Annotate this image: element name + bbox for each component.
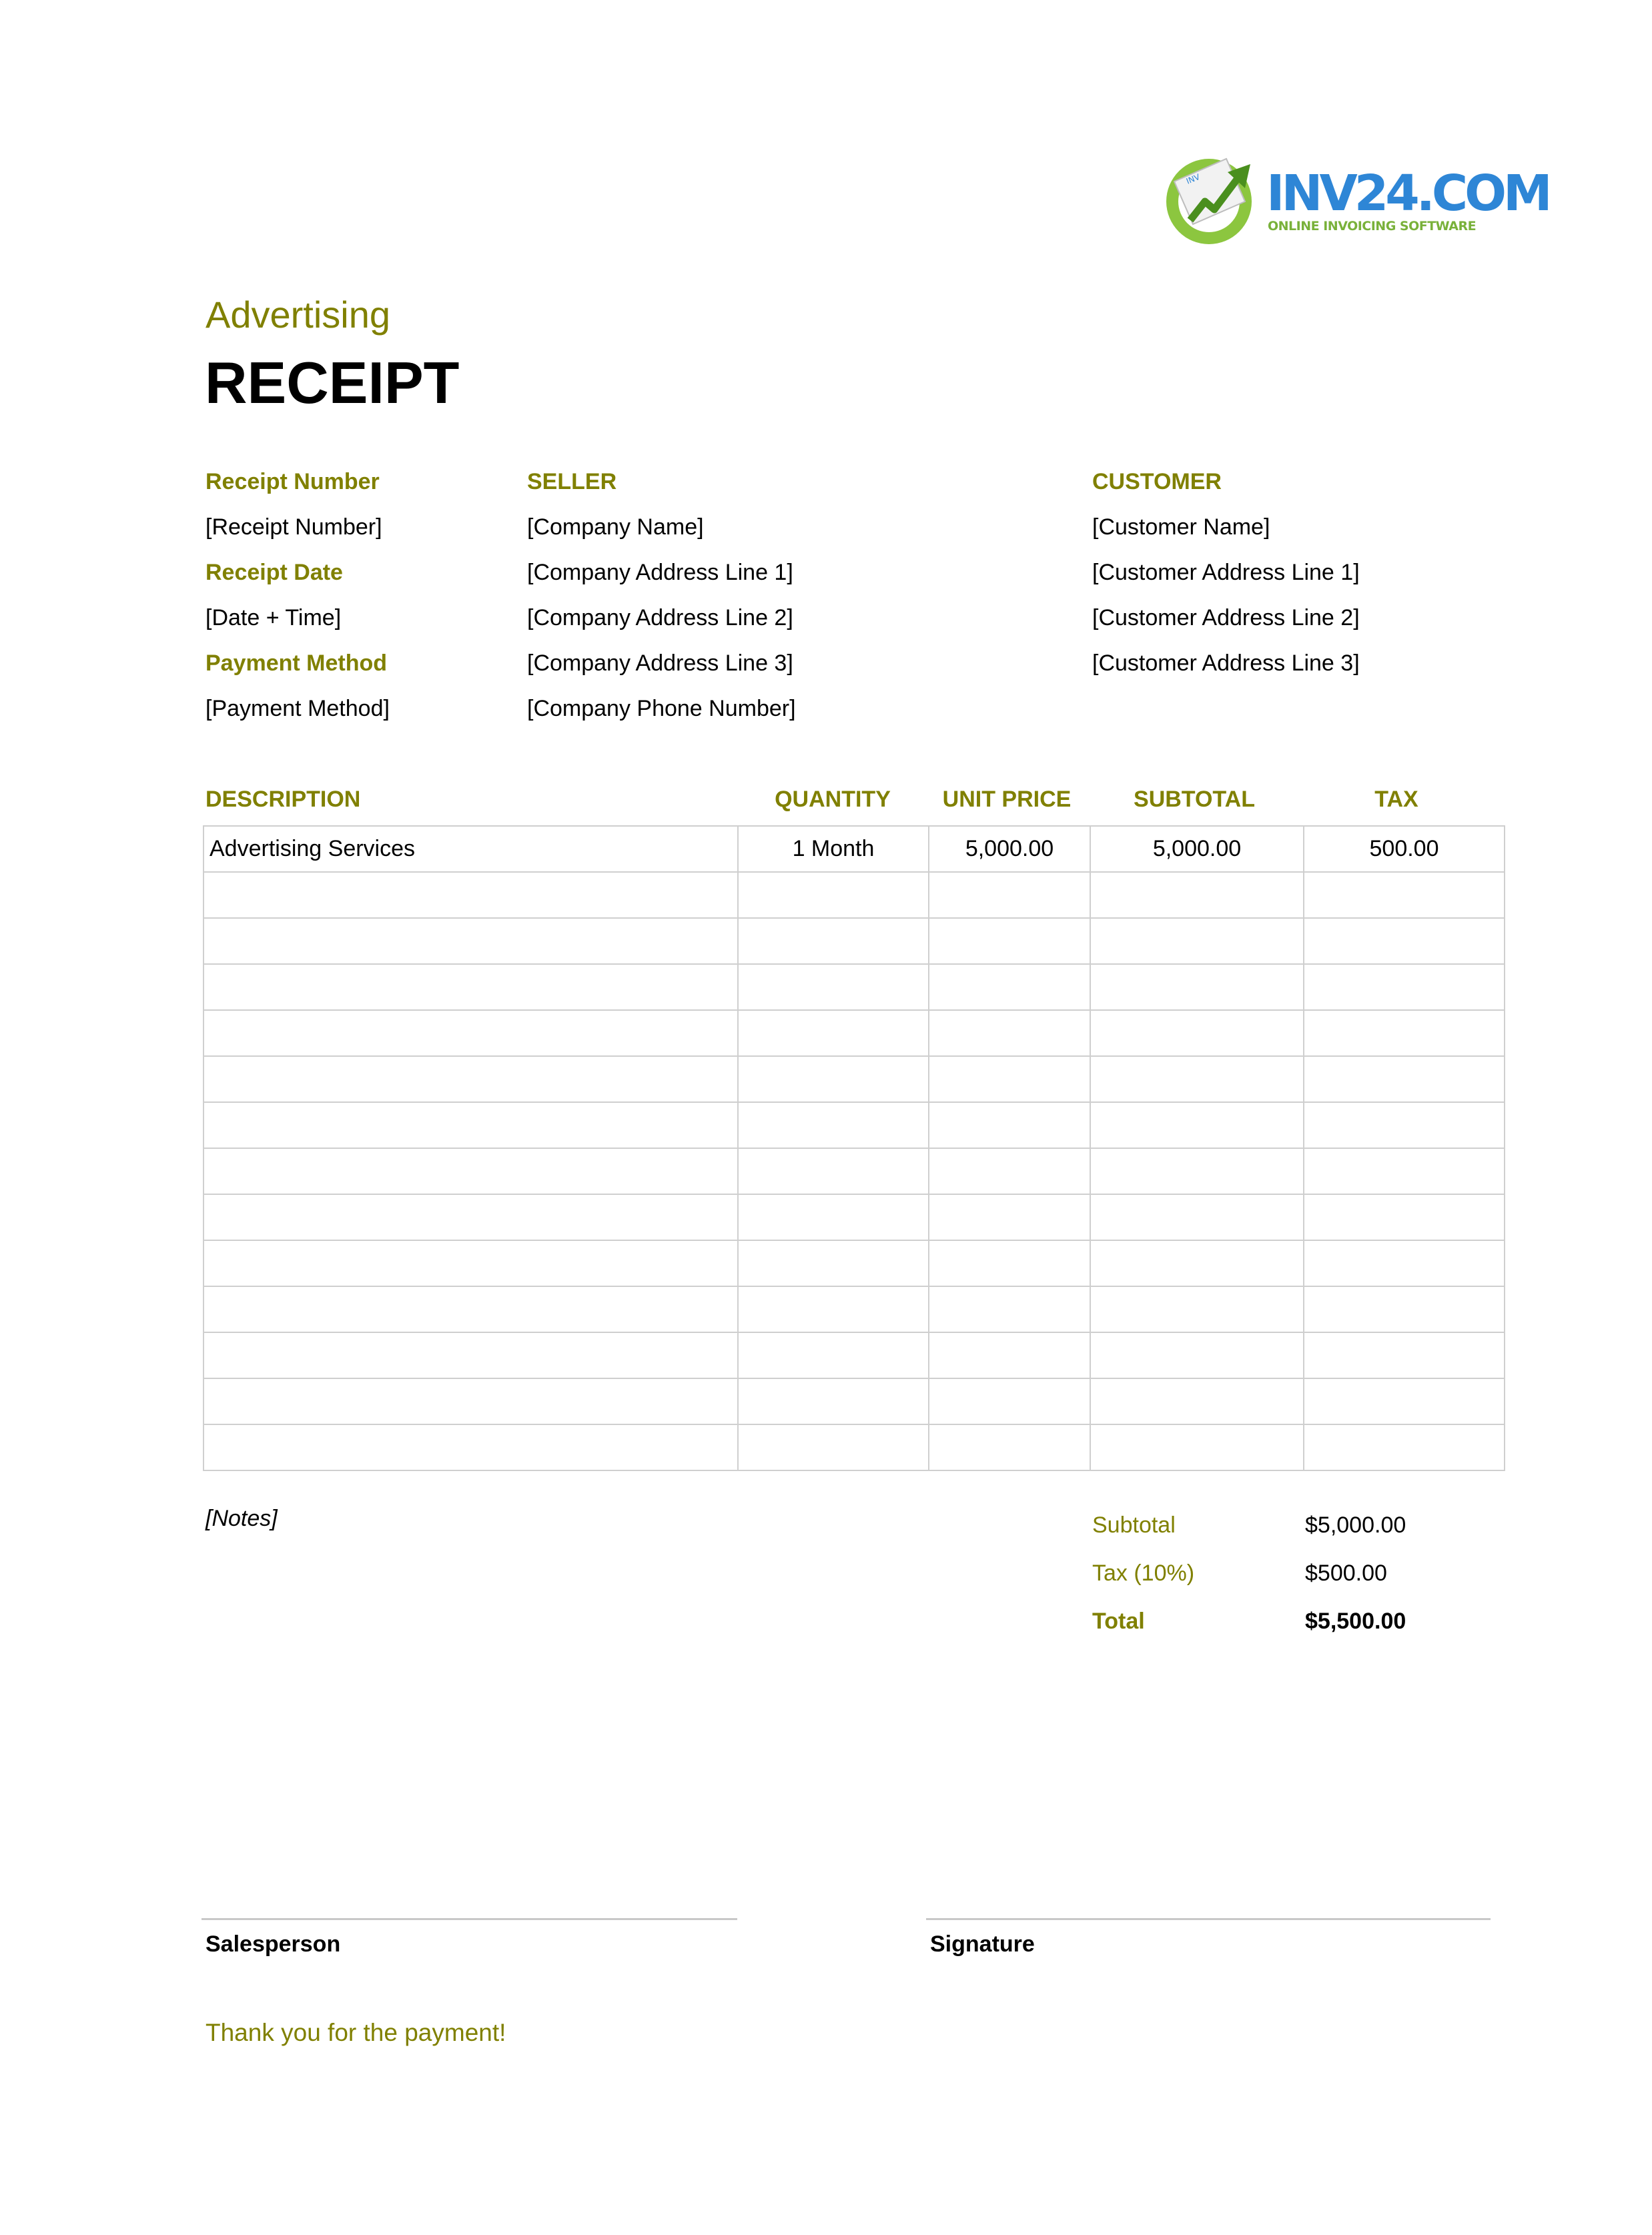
table-cell <box>1090 1332 1304 1378</box>
table-cell <box>929 1424 1090 1470</box>
column-header-quantity: QUANTITY <box>775 787 891 812</box>
table-cell <box>738 964 929 1010</box>
item-description: Advertising Services <box>203 826 738 872</box>
table-cell <box>1304 1332 1505 1378</box>
logo-tagline: ONLINE INVOICING SOFTWARE <box>1268 219 1477 234</box>
table-row <box>203 964 1505 1010</box>
table-cell <box>203 964 738 1010</box>
table-cell <box>929 918 1090 964</box>
table-cell <box>1304 872 1505 918</box>
table-cell <box>1090 964 1304 1010</box>
table-cell <box>738 1056 929 1102</box>
table-cell <box>1090 1424 1304 1470</box>
table-cell <box>929 1148 1090 1194</box>
table-row <box>203 1424 1505 1470</box>
column-header-subtotal: SUBTOTAL <box>1134 787 1255 812</box>
item-tax: 500.00 <box>1304 826 1505 872</box>
table-cell <box>203 1332 738 1378</box>
subtotal-label: Subtotal <box>1092 1512 1176 1538</box>
table-cell <box>929 1332 1090 1378</box>
column-header-unit-price: UNIT PRICE <box>942 787 1072 812</box>
table-cell <box>929 1286 1090 1332</box>
table-cell <box>203 1286 738 1332</box>
table-cell <box>738 1010 929 1056</box>
table-cell <box>738 1378 929 1424</box>
notes: [Notes] <box>205 1506 278 1531</box>
svg-text:INV: INV <box>1184 172 1202 186</box>
table-cell <box>1090 1056 1304 1102</box>
seller-address-line-2: [Company Address Line 2] <box>527 605 793 630</box>
item-unit-price: 5,000.00 <box>929 826 1090 872</box>
seller-address-line-3: [Company Address Line 3] <box>527 650 793 676</box>
column-header-tax: TAX <box>1374 787 1418 812</box>
total-value: $5,500.00 <box>1305 1609 1406 1634</box>
item-quantity: 1 Month <box>738 826 929 872</box>
table-cell <box>1090 1194 1304 1240</box>
table-cell <box>203 1010 738 1056</box>
receipt-number-label: Receipt Number <box>205 469 380 494</box>
table-cell <box>1090 872 1304 918</box>
salesperson-line <box>201 1918 737 1920</box>
customer-label: CUSTOMER <box>1092 469 1222 494</box>
table-cell <box>738 872 929 918</box>
payment-method-value: [Payment Method] <box>205 696 390 721</box>
table-cell <box>738 1194 929 1240</box>
table-cell <box>1304 1102 1505 1148</box>
table-row <box>203 1332 1505 1378</box>
customer-address-line-2: [Customer Address Line 2] <box>1092 605 1360 630</box>
table-row <box>203 1286 1505 1332</box>
table-cell <box>203 872 738 918</box>
table-cell <box>929 1010 1090 1056</box>
signature-label: Signature <box>930 1931 1035 1957</box>
payment-method-label: Payment Method <box>205 650 388 676</box>
table-cell <box>738 1102 929 1148</box>
table-cell <box>738 1286 929 1332</box>
receipt-date-label: Receipt Date <box>205 560 343 585</box>
table-cell <box>1090 1240 1304 1286</box>
table-cell <box>929 872 1090 918</box>
line-items-table <box>203 825 1505 1471</box>
table-cell <box>1090 1286 1304 1332</box>
customer-name: [Customer Name] <box>1092 514 1270 540</box>
table-cell <box>929 1378 1090 1424</box>
thank-you-message: Thank you for the payment! <box>205 2019 506 2046</box>
document-title: RECEIPT <box>205 350 460 416</box>
table-cell <box>738 1240 929 1286</box>
table-cell <box>203 918 738 964</box>
table-cell <box>1304 1010 1505 1056</box>
table-cell <box>1304 1056 1505 1102</box>
salesperson-label: Salesperson <box>205 1931 341 1957</box>
table-cell <box>738 918 929 964</box>
table-cell <box>738 1148 929 1194</box>
table-row <box>203 826 1505 872</box>
table-cell <box>1304 964 1505 1010</box>
table-row <box>203 872 1505 918</box>
table-cell <box>203 1102 738 1148</box>
total-label: Total <box>1092 1609 1145 1634</box>
table-cell <box>203 1194 738 1240</box>
seller-phone: [Company Phone Number] <box>527 696 796 721</box>
table-cell <box>1304 1240 1505 1286</box>
table-cell <box>929 1102 1090 1148</box>
table-cell <box>203 1378 738 1424</box>
table-cell <box>1304 1424 1505 1470</box>
table-row <box>203 1194 1505 1240</box>
table-row <box>203 1148 1505 1194</box>
seller-address-line-1: [Company Address Line 1] <box>527 560 793 585</box>
table-cell <box>203 1148 738 1194</box>
table-cell <box>929 1056 1090 1102</box>
receipt-number-value: [Receipt Number] <box>205 514 382 540</box>
table-cell <box>1304 1286 1505 1332</box>
column-header-description: DESCRIPTION <box>205 787 361 812</box>
table-cell <box>203 1424 738 1470</box>
table-cell <box>1304 1148 1505 1194</box>
company-logo <box>1161 155 1549 248</box>
table-cell <box>1090 918 1304 964</box>
table-row <box>203 1056 1505 1102</box>
receipt-date-value: [Date + Time] <box>205 605 342 630</box>
table-cell <box>1090 1378 1304 1424</box>
table-cell <box>1090 1010 1304 1056</box>
item-subtotal: 5,000.00 <box>1090 826 1304 872</box>
seller-label: SELLER <box>527 469 617 494</box>
table-row <box>203 918 1505 964</box>
table-cell <box>203 1240 738 1286</box>
table-row <box>203 1102 1505 1148</box>
customer-address-line-1: [Customer Address Line 1] <box>1092 560 1360 585</box>
table-cell <box>929 1194 1090 1240</box>
seller-company-name: [Company Name] <box>527 514 704 540</box>
table-row <box>203 1010 1505 1056</box>
table-cell <box>1090 1102 1304 1148</box>
table-cell <box>203 1056 738 1102</box>
table-cell <box>929 964 1090 1010</box>
table-row <box>203 1240 1505 1286</box>
logo-brand-text: INV24.COM <box>1266 165 1549 222</box>
document-subtitle: Advertising <box>205 294 391 336</box>
table-cell <box>1304 1378 1505 1424</box>
table-cell <box>738 1424 929 1470</box>
tax-label: Tax (10%) <box>1092 1560 1195 1586</box>
customer-address-line-3: [Customer Address Line 3] <box>1092 650 1360 676</box>
table-cell <box>1304 918 1505 964</box>
table-cell <box>1090 1148 1304 1194</box>
invoice-growth-icon <box>1161 155 1261 248</box>
table-cell <box>1304 1194 1505 1240</box>
tax-value: $500.00 <box>1305 1560 1387 1586</box>
table-row <box>203 1378 1505 1424</box>
signature-line <box>926 1918 1491 1920</box>
table-cell <box>929 1240 1090 1286</box>
subtotal-value: $5,000.00 <box>1305 1512 1406 1538</box>
table-cell <box>738 1332 929 1378</box>
